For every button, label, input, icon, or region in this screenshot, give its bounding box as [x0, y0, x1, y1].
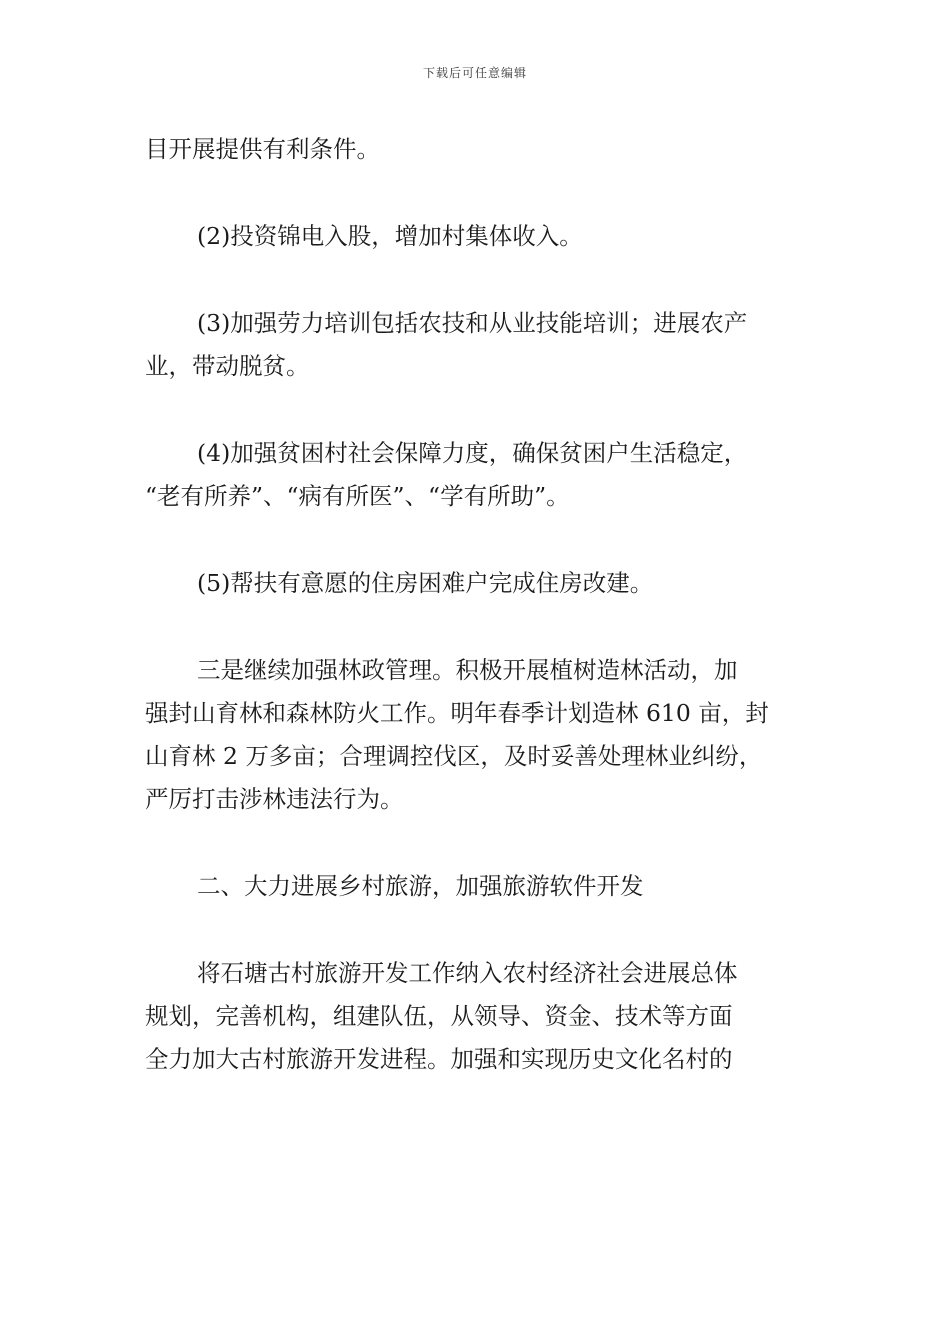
paragraph-1 [145, 128, 810, 171]
paragraph-line: (3)加强劳力培训包括农技和从业技能培训；进展农产 [197, 309, 748, 337]
paragraph-line: (5)帮扶有意愿的住房困难户完成住房改建。 [197, 569, 654, 597]
paragraph-3 [145, 302, 810, 388]
paragraph-line: 全力加大古村旅游开发进程。加强和实现历史文化名村的 [145, 1045, 733, 1073]
paragraph-4 [145, 432, 810, 518]
paragraph-line: 二、大力进展乡村旅游，加强旅游软件开发 [197, 872, 644, 900]
document-body [145, 128, 810, 1125]
page-header: 下载后可任意编辑 [422, 66, 527, 80]
paragraph-8 [145, 952, 810, 1081]
section-heading [145, 865, 810, 908]
paragraph-line: (4)加强贫困村社会保障力度，确保贫困户生活稳定， [197, 439, 748, 467]
paragraph-line: “老有所养”、“病有所医”、“学有所助”。 [145, 482, 570, 510]
paragraph-line: (2)投资锦电入股，增加村集体收入。 [197, 222, 583, 250]
paragraph-line: 强封山育林和森林防火工作。明年春季计划造林 610 亩，封 [145, 699, 769, 727]
paragraph-2 [145, 215, 810, 258]
paragraph-line: 目开展提供有利条件。 [145, 135, 380, 163]
paragraph-line: 山育林 2 万多亩；合理调控伐区，及时妥善处理林业纠纷， [145, 742, 763, 770]
paragraph-5 [145, 562, 810, 605]
paragraph-6 [145, 649, 810, 821]
paragraph-line: 业，带动脱贫。 [145, 352, 310, 380]
paragraph-line: 严厉打击涉林违法行为。 [145, 785, 404, 813]
paragraph-line: 三是继续加强林政管理。积极开展植树造林活动，加 [197, 656, 738, 684]
paragraph-line: 规划，完善机构，组建队伍，从领导、资金、技术等方面 [145, 1002, 733, 1030]
paragraph-line: 将石塘古村旅游开发工作纳入农村经济社会进展总体 [197, 959, 738, 987]
